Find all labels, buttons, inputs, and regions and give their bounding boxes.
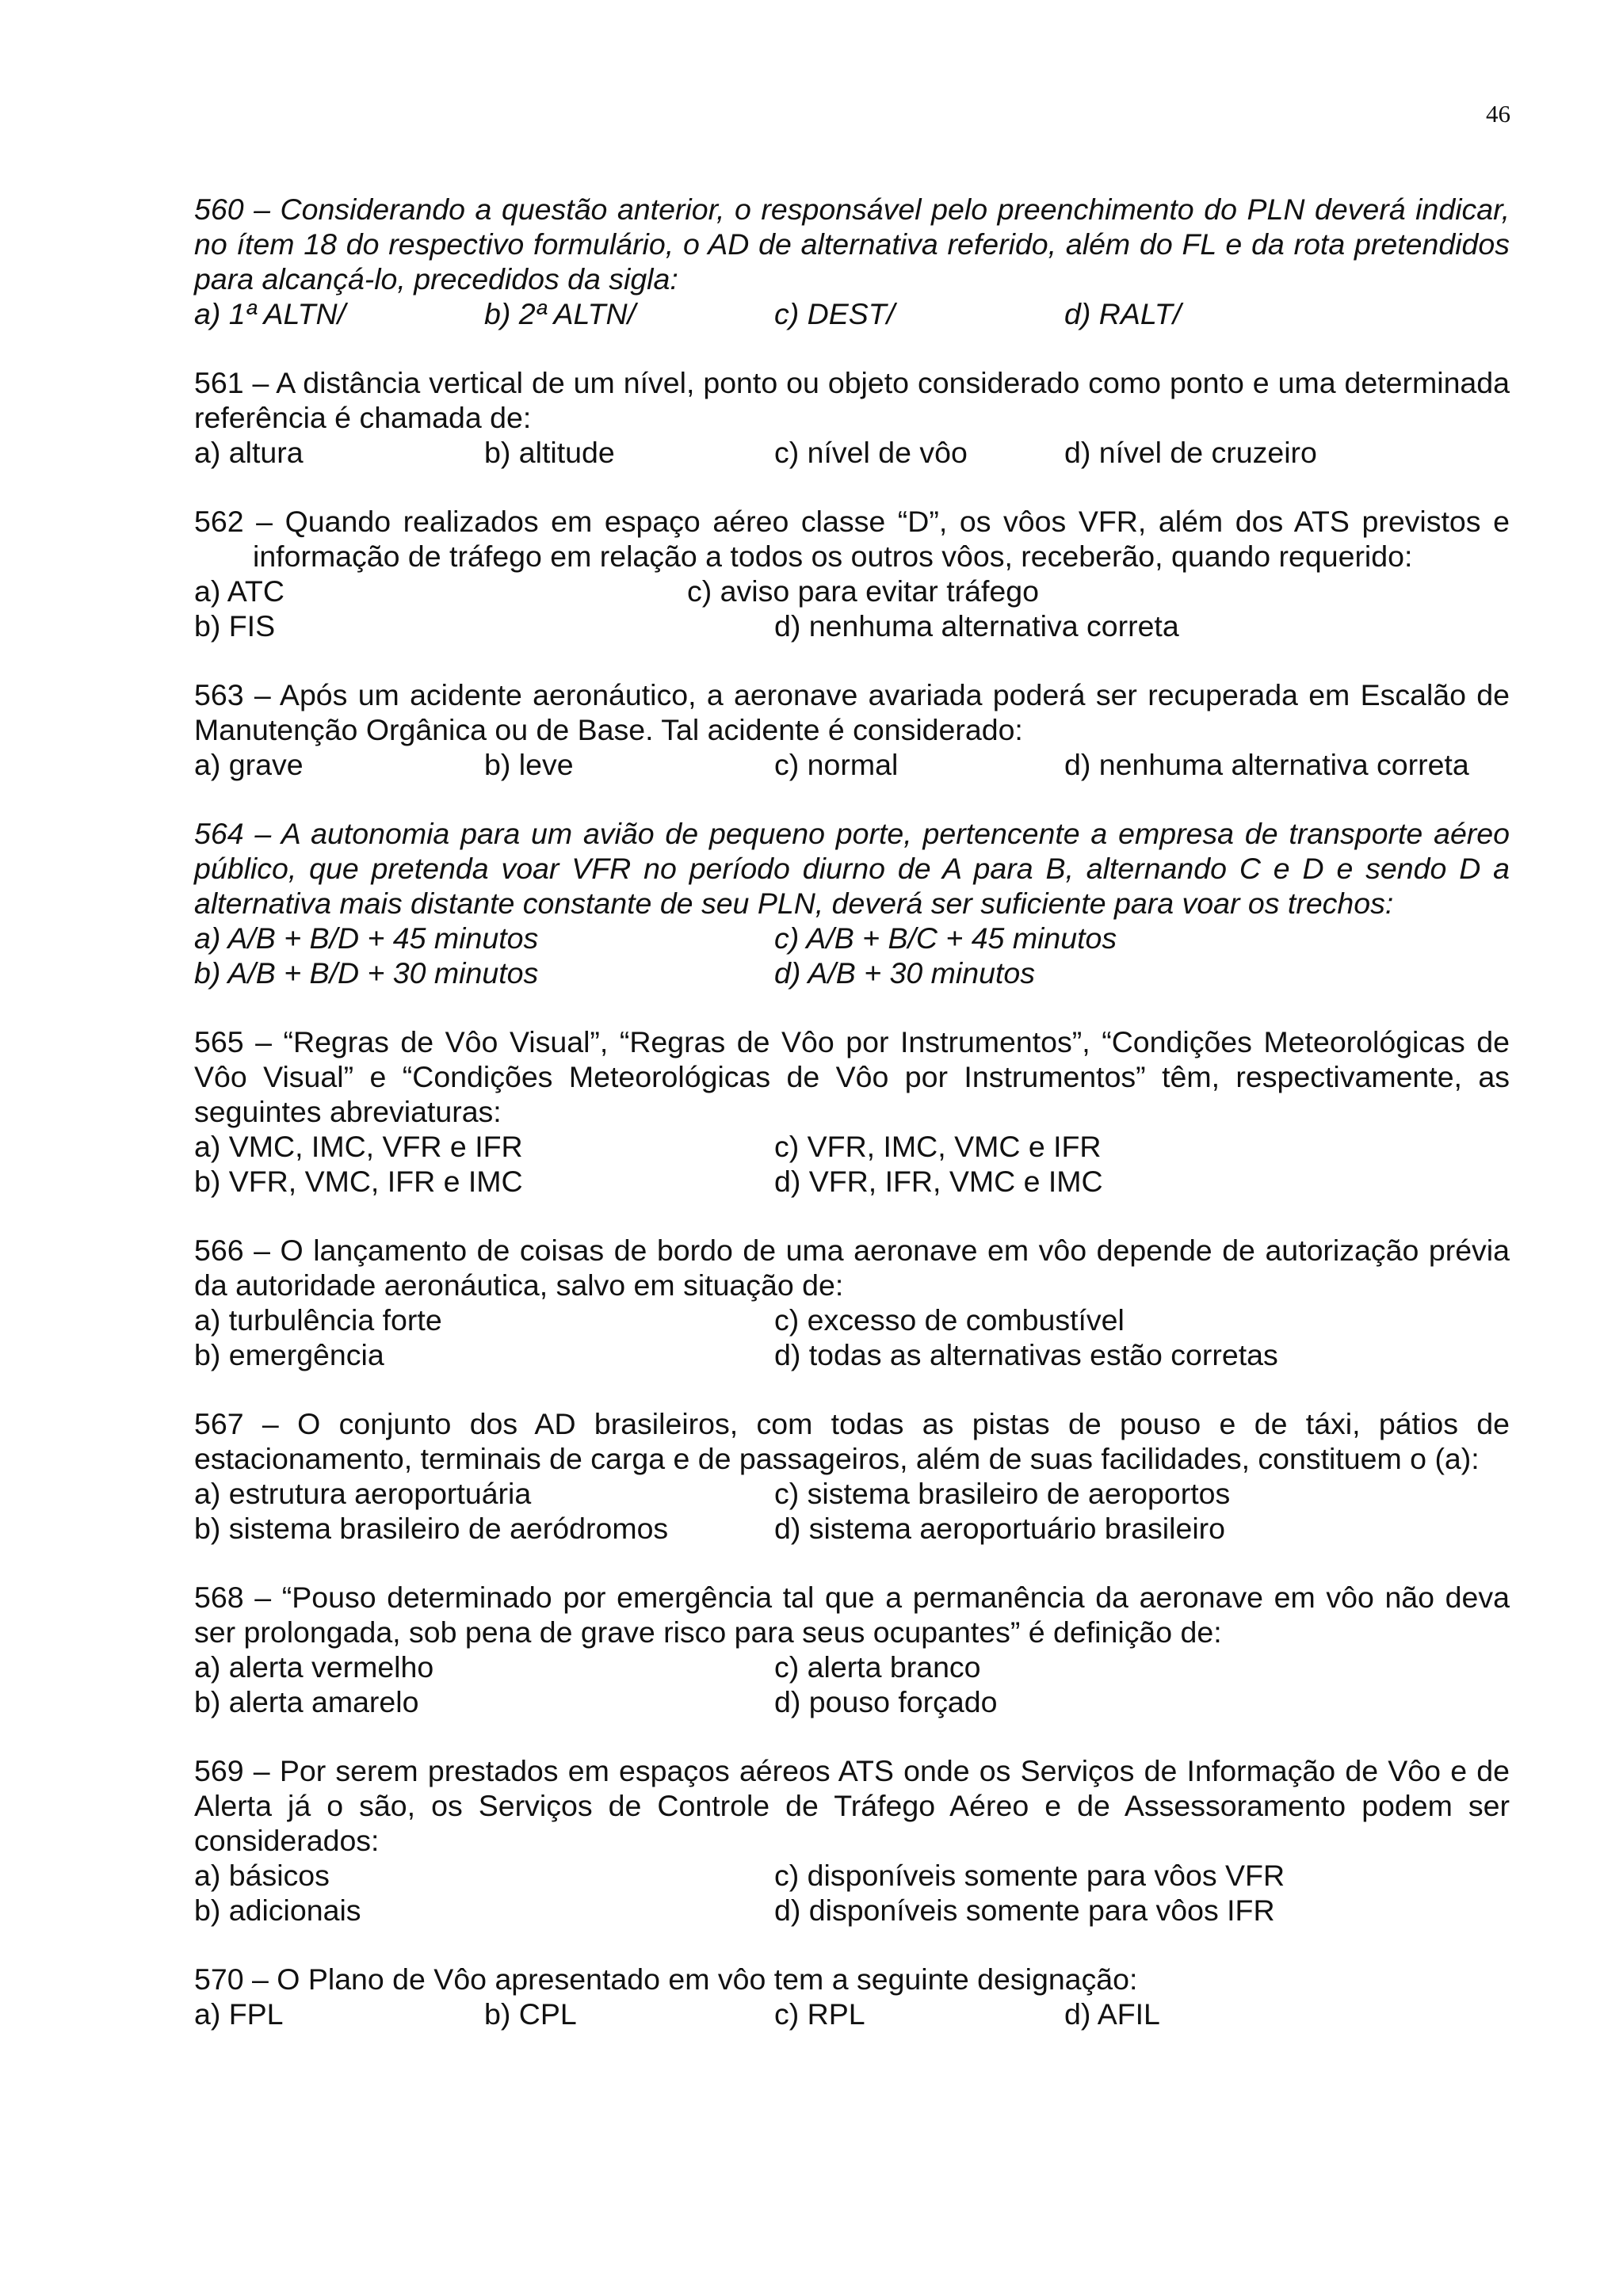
question-list: [194, 192, 1510, 2065]
answer-options: [194, 747, 1510, 782]
page-number: 46: [1486, 100, 1510, 128]
question-568: [194, 1580, 1510, 1719]
answer-options: [194, 296, 1510, 331]
option-d: d) nenhuma alternativa correta: [1064, 748, 1469, 781]
option-a: a) altura: [194, 436, 304, 469]
question-560: [194, 192, 1510, 331]
option-d: d) nível de cruzeiro: [1064, 436, 1317, 469]
option-b: b) VFR, VMC, IFR e IMC: [194, 1165, 523, 1198]
option-c: c) disponíveis somente para vôos VFR: [774, 1859, 1285, 1892]
option-b: b) leve: [484, 748, 574, 781]
question-562: [194, 504, 1510, 643]
question-570: [194, 1962, 1510, 2031]
option-a: a) FPL: [194, 1997, 284, 2031]
option-d: d) A/B + 30 minutos: [774, 956, 1035, 990]
question-stem: 566 – O lançamento de coisas de bordo de uma aeronave em vôo depende de autorização prévia da autoridade aeronáutica, salvo em situação de:: [194, 1234, 1510, 1302]
option-a: a) A/B + B/D + 45 minutos: [194, 921, 539, 955]
question-563: [194, 677, 1510, 782]
option-c: c) aviso para evitar tráfego: [687, 574, 1039, 608]
question-stem: 563 – Após um acidente aeronáutico, a aeronave avariada poderá ser recuperada em Escalão de Manutenção Orgânica ou de Base. Tal acidente é considerado:: [194, 678, 1510, 746]
option-b: b) A/B + B/D + 30 minutos: [194, 956, 539, 990]
option-c: c) alerta branco: [774, 1650, 981, 1684]
answer-options: [194, 1997, 1510, 2031]
option-a: a) alerta vermelho: [194, 1650, 434, 1684]
question-stem: 569 – Por serem prestados em espaços aéreos ATS onde os Serviços de Informação de Vôo e de Alerta já o são, os Serviços de Controle de Tráfego Aéreo e de Assessoramento podem ser considerados:: [194, 1754, 1510, 1857]
answer-options: [194, 435, 1510, 470]
question-566: [194, 1233, 1510, 1372]
option-d: d) pouso forçado: [774, 1685, 998, 1718]
option-d: d) VFR, IFR, VMC e IMC: [774, 1165, 1103, 1198]
question-567: [194, 1406, 1510, 1546]
option-b: b) FIS: [194, 609, 276, 643]
question-stem: 562 – Quando realizados em espaço aéreo classe “D”, os vôos VFR, além dos ATS previstos e informação de tráfego em relação a todos os outros vôos, receberão, quando requerido:: [194, 505, 1510, 573]
question-stem: 568 – “Pouso determinado por emergência tal que a permanência da aeronave em vôo não deva ser prolongada, sob pena de grave risco para seus ocupantes” é definição de:: [194, 1581, 1510, 1649]
option-a: a) 1ª ALTN/: [194, 297, 346, 330]
option-a: a) grave: [194, 748, 304, 781]
answer-options: [194, 1650, 1510, 1719]
option-a: a) estrutura aeroportuária: [194, 1477, 532, 1510]
question-stem: 560 – Considerando a questão anterior, o responsável pelo preenchimento do PLN deverá indicar, no ítem 18 do respectivo formulário, o AD de alternativa referido, além do FL e da rota pretendidos para alcançá-lo, precedidos da sigla:: [194, 193, 1510, 296]
option-d: d) RALT/: [1064, 297, 1182, 330]
option-d: d) nenhuma alternativa correta: [774, 609, 1179, 643]
answer-options: [194, 1476, 1510, 1546]
question-569: [194, 1753, 1510, 1928]
option-c: c) normal: [774, 748, 899, 781]
option-b: b) CPL: [484, 1997, 577, 2031]
option-c: c) sistema brasileiro de aeroportos: [774, 1477, 1231, 1510]
answer-options: [194, 1302, 1510, 1372]
option-c: c) excesso de combustível: [774, 1303, 1125, 1337]
answer-options: [194, 921, 1510, 990]
option-b: b) altitude: [484, 436, 615, 469]
option-b: b) alerta amarelo: [194, 1685, 419, 1718]
option-c: c) nível de vôo: [774, 436, 968, 469]
option-c: c) A/B + B/C + 45 minutos: [774, 921, 1117, 955]
question-stem: 567 – O conjunto dos AD brasileiros, com todas as pistas de pouso e de táxi, pátios de estacionamento, terminais de carga e de passageiros, além de suas facilidades, constituem o (a):: [194, 1407, 1510, 1475]
option-d: d) sistema aeroportuário brasileiro: [774, 1512, 1226, 1545]
option-a: a) básicos: [194, 1859, 330, 1892]
option-c: c) RPL: [774, 1997, 865, 2031]
option-d: d) todas as alternativas estão corretas: [774, 1338, 1278, 1371]
question-565: [194, 1024, 1510, 1199]
option-a: a) VMC, IMC, VFR e IFR: [194, 1130, 523, 1163]
option-d: d) AFIL: [1064, 1997, 1160, 2031]
option-a: a) turbulência forte: [194, 1303, 442, 1337]
option-b: b) adicionais: [194, 1894, 361, 1927]
option-a: a) ATC: [194, 574, 285, 608]
answer-options: [194, 1129, 1510, 1199]
question-564: [194, 816, 1510, 990]
question-stem: 561 – A distância vertical de um nível, ponto ou objeto considerado como ponto e uma determinada referência é chamada de:: [194, 366, 1510, 434]
option-b: b) 2ª ALTN/: [484, 297, 636, 330]
option-d: d) disponíveis somente para vôos IFR: [774, 1894, 1275, 1927]
question-stem: 565 – “Regras de Vôo Visual”, “Regras de Vôo por Instrumentos”, “Condições Meteorológicas de Vôo Visual” e “Condições Meteorológicas de Vôo por Instrumentos” têm, respectivamente, as seguintes abreviaturas:: [194, 1025, 1510, 1128]
question-stem: 564 – A autonomia para um avião de pequeno porte, pertencente a empresa de transporte aéreo público, que pretenda voar VFR no período diurno de A para B, alternando C e D e sendo D a alternativa mais distante constante de seu PLN, deverá ser suficiente para voar os trechos:: [194, 817, 1510, 920]
option-c: c) DEST/: [774, 297, 896, 330]
option-b: b) sistema brasileiro de aeródromos: [194, 1512, 669, 1545]
option-c: c) VFR, IMC, VMC e IFR: [774, 1130, 1102, 1163]
question-stem: 570 – O Plano de Vôo apresentado em vôo tem a seguinte designação:: [194, 1962, 1138, 1996]
answer-options: [194, 574, 1510, 643]
option-b: b) emergência: [194, 1338, 384, 1371]
question-561: [194, 365, 1510, 470]
answer-options: [194, 1858, 1510, 1928]
